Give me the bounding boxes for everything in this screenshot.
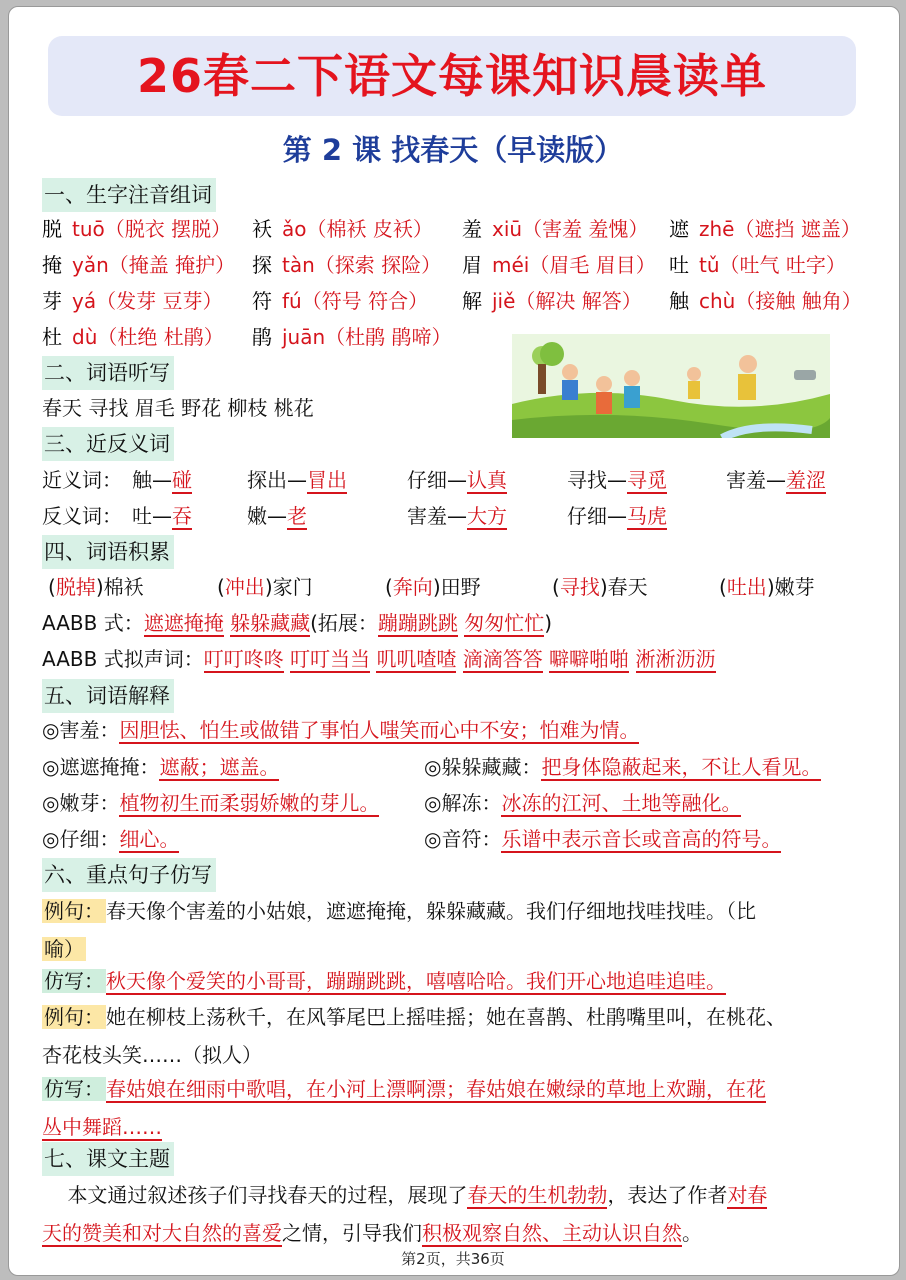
char-entry (42, 286, 222, 316)
pinyin: yǎn (72, 253, 109, 277)
pinyin: tǔ (699, 253, 720, 277)
antonym-pair-1: 吐—吞 (132, 504, 192, 528)
section-heading-6: 六、重点句子仿写 (42, 858, 216, 892)
definition-5: ◎解冻：冰冻的江河、土地等融化。 (424, 791, 742, 815)
char-entry (669, 250, 846, 280)
char-words: （掩盖 掩护） (108, 253, 236, 277)
definition-2: ◎遮遮掩掩：遮蔽；遮盖。 (42, 755, 280, 779)
pinyin: tàn (282, 253, 315, 277)
antonym-pair-2: 嫩—老 (247, 504, 307, 528)
page-title: 26春二下语文每课知识晨读单 (136, 49, 767, 103)
char-entry (462, 286, 642, 316)
char: 吐 (669, 253, 689, 277)
char: 杜 (42, 325, 62, 349)
pinyin: ǎo (282, 217, 307, 241)
char: 遮 (669, 217, 689, 241)
char-words: （发芽 豆芽） (96, 289, 223, 313)
synonym-pair-3: 仔细—认真 (407, 468, 507, 492)
char-entry (42, 214, 231, 244)
char-words: （探索 探险） (314, 253, 442, 277)
char: 眉 (462, 253, 482, 277)
char-words: （符号 符合） (301, 289, 429, 313)
children-spring-illustration (512, 334, 830, 438)
synonym-label: 近义词： (42, 468, 122, 492)
char-entry (42, 250, 235, 280)
char: 鹃 (252, 325, 272, 349)
section-heading-5: 五、词语解释 (42, 679, 174, 713)
accumulation-row (42, 572, 872, 602)
char: 脱 (42, 217, 62, 241)
char: 解 (462, 289, 482, 313)
pinyin: chù (699, 289, 736, 313)
char-words: （杜鹃 鹃啼） (325, 325, 452, 349)
example-sentence-1: 例句： 春天像个害羞的小姑娘，遮遮掩掩，躲躲藏藏。我们仔细地找哇找哇。（比 喻） (44, 899, 756, 961)
char-grid (42, 214, 872, 354)
char-entry (252, 214, 433, 244)
definition-6: ◎仔细：细心。 (42, 827, 180, 851)
char-entry (252, 286, 428, 316)
char: 芽 (42, 289, 62, 313)
section-heading-1: 一、生字注音组词 (42, 178, 216, 212)
char-entry (462, 214, 648, 244)
synonym-pair-2: 探出—冒出 (247, 468, 347, 492)
accum-item-5: (吐出)嫩芽 (719, 575, 815, 599)
antonym-row (42, 501, 872, 531)
section-heading-7: 七、课文主题 (42, 1142, 174, 1176)
synonym-pair-1: 触—碰 (132, 468, 192, 492)
char-words: （杜绝 杜鹃） (97, 325, 224, 349)
imitation-sentence-1: 仿写： 秋天像个爱笑的小哥哥，蹦蹦跳跳，嘻嘻哈哈。我们开心地追哇追哇。 (44, 969, 726, 993)
example-sentence-2: 例句： 她在柳枝上荡秋千，在风筝尾巴上摇哇摇；她在喜鹊、杜鹃嘴里叫，在桃花、 杏花枝头笑……（拟人） (42, 1005, 786, 1067)
char-entry (669, 214, 861, 244)
char: 袄 (252, 217, 272, 241)
char-words: （棉袄 皮袄） (306, 217, 433, 241)
pinyin: yá (72, 289, 97, 313)
definition-3: ◎躲躲藏藏：把身体隐蔽起来，不让人看见。 (424, 755, 822, 779)
definition-7: ◎音符：乐谱中表示音长或音高的符号。 (424, 827, 782, 851)
pinyin: juān (282, 325, 326, 349)
section-heading-3: 三、近反义词 (42, 427, 174, 461)
synonym-pair-5: 害羞—羞涩 (726, 468, 826, 492)
char: 羞 (462, 217, 482, 241)
char-words: （害羞 羞愧） (522, 217, 649, 241)
char-words: （脱衣 摆脱） (104, 217, 232, 241)
char-entry (252, 322, 452, 352)
char-words: （接触 触角） (735, 289, 862, 313)
char: 探 (252, 253, 272, 277)
char-words: （解决 解答） (515, 289, 642, 313)
definition-1: ◎害羞：因胆怯、怕生或做错了事怕人嗤笑而心中不安；怕难为情。 (42, 718, 640, 742)
pinyin: tuō (72, 217, 105, 241)
imitation-sentence-2: 仿写： 春姑娘在细雨中歌唱，在小河上漂啊漂；春姑娘在嫩绿的草地上欢蹦，在花 丛中舞蹈…… (42, 1077, 766, 1139)
aabb-onomatopoeia-row: AABB 式拟声词：叮叮咚咚 叮叮当当 叽叽喳喳 滴滴答答 噼噼啪啪 淅淅沥沥 (42, 647, 716, 671)
pinyin: zhē (699, 217, 735, 241)
char-entry (462, 250, 656, 280)
definition-4: ◎嫩芽：植物初生而柔弱娇嫩的芽儿。 (42, 791, 380, 815)
accum-item-3: (奔向)田野 (385, 575, 481, 599)
section-heading-2: 二、词语听写 (42, 356, 174, 390)
pinyin: méi (492, 253, 530, 277)
pinyin: xiū (492, 217, 523, 241)
antonym-label: 反义词： (42, 504, 122, 528)
antonym-pair-4: 仔细—马虎 (567, 504, 667, 528)
lesson-theme-paragraph: 本文通过叙述孩子们寻找春天的过程，展现了春天的生机勃勃，表达了作者对春 天的赞美和对大自然的喜爱之情，引导我们积极观察自然、主动认识自然。 (42, 1183, 768, 1245)
page-number: 第2页，共36页 (401, 1250, 505, 1268)
section-heading-4: 四、词语积累 (42, 535, 174, 569)
accum-item-4: (寻找)春天 (552, 575, 648, 599)
char-words: （遮挡 遮盖） (734, 217, 861, 241)
accum-item-2: (冲出)家门 (217, 575, 313, 599)
pinyin: jiě (492, 289, 516, 313)
char-entry (669, 286, 862, 316)
char: 触 (669, 289, 689, 313)
lesson-subtitle: 第 2 课 找春天（早读版） (282, 133, 624, 167)
aabb-row: AABB 式：遮遮掩掩 躲躲藏藏(拓展：蹦蹦跳跳 匆匆忙忙) (42, 611, 553, 635)
accum-item-1: (脱掉)棉袄 (48, 575, 144, 599)
char-words: （吐气 吐字） (719, 253, 846, 277)
char-words: （眉毛 眉目） (529, 253, 656, 277)
char-entry (252, 250, 441, 280)
char: 掩 (42, 253, 62, 277)
synonym-pair-4: 寻找—寻觅 (567, 468, 667, 492)
antonym-pair-3: 害羞—大方 (407, 504, 507, 528)
pinyin: fú (282, 289, 302, 313)
synonym-row (42, 465, 872, 495)
pinyin: dù (72, 325, 98, 349)
dictation-words: 春天 寻找 眉毛 野花 柳枝 桃花 (42, 396, 314, 420)
char-entry (42, 322, 224, 352)
char: 符 (252, 289, 272, 313)
